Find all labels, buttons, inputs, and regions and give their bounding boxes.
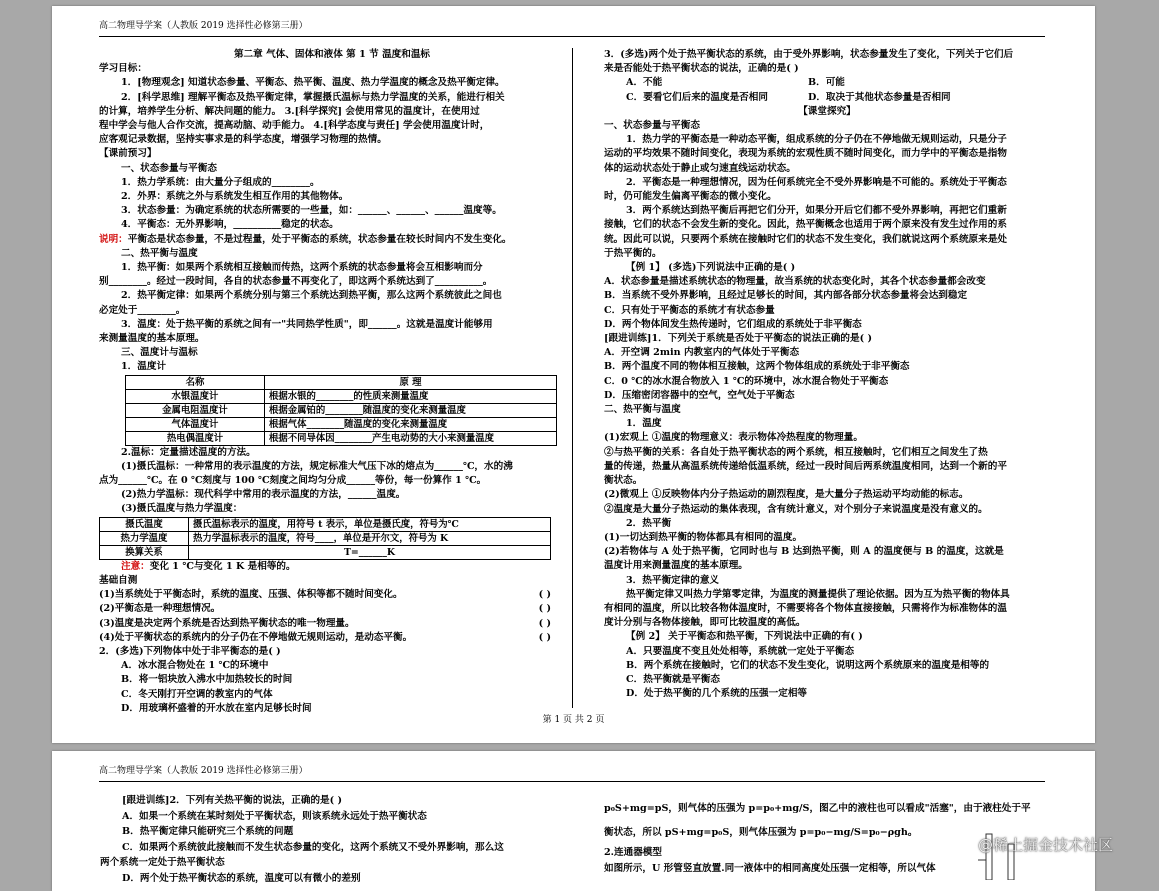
goals-heading: 学习目标：: [99, 63, 147, 75]
text-line: 1．温度: [626, 418, 662, 430]
table-header-cell: 名称: [126, 375, 265, 389]
text-line: 有相同的温度，所以比较各物体温度时，不需要将各个物体直接接触，只需将作为标准物体的温: [604, 602, 1007, 614]
answer-option: B．两个温度不同的物体相互接触，这两个物体组成的系统处于非平衡态: [604, 361, 910, 373]
page-header: 高二物理导学案（人教版 2019 选择性必修第三册）: [99, 762, 1045, 782]
answer-option-row: A．不能 B．可能: [626, 77, 845, 89]
page-number: 第 1 页 共 2 页: [542, 715, 605, 725]
table-row: [126, 431, 557, 445]
text-line: 衡状态，所以 pS+mg=p₀S，则气体压强为 p=p₀−mg/S=p₀−ρgh。: [604, 827, 918, 838]
preview-heading: 【课前预习】: [99, 148, 157, 160]
text-line: 接触，它们的状态不会发生新的变化。因此，热平衡概念也适用于两个原来没有发生过作用的系: [604, 219, 1007, 231]
left-column: [100, 793, 572, 886]
answer-option: D．用玻璃杯盛着的开水放在室内足够长时间: [121, 702, 312, 714]
answer-option: C．如果两个系统彼此接触而不发生状态参量的变化，这两个系统又不受外界影响，那么这: [122, 841, 504, 853]
example-question: 【例 1】 (多选)下列说法中正确的是( ): [626, 262, 796, 274]
answer-option: D．两个处于热平衡状态的系统，温度可以有微小的差别: [122, 872, 361, 884]
text-line: 2．热平衡定律：如果两个系统分别与第三个系统达到热平衡，那么这两个系统彼此之间也: [121, 290, 502, 302]
answer-option: B．热平衡定律只能研究三个系统的问题: [122, 826, 294, 837]
answer-option: A．只要温度不变且处处相等，系统就一定处于平衡态: [626, 645, 855, 657]
table-cell: 换算关系: [100, 545, 189, 559]
note-label: 注意：: [121, 560, 150, 572]
table-cell: 水银温度计: [126, 389, 265, 403]
table-row: [126, 403, 557, 417]
answer-option-row: C．要看它们后来的温度是否相同 D．取决于其他状态参量是否相同: [626, 91, 951, 103]
page-header: 高二物理导学案（人教版 2019 选择性必修第三册）: [99, 17, 1045, 37]
text-line: 温度计用来测量温度的基本原理。: [604, 560, 748, 572]
answer-option: A．如果一个系统在某时刻处于平衡状态，则该系统永远处于热平衡状态: [122, 810, 427, 822]
table-cell: 摄氏温标表示的温度，用符号 t 表示，单位是摄氏度，符号为℃: [189, 517, 551, 531]
note-line: [99, 233, 565, 247]
table-cell: 金属电阻温度计: [126, 403, 265, 417]
text-line: 2．平衡态是一种理想情况，因为任何系统完全不受外界影响是不可能的。系统处于平衡态: [626, 176, 1007, 188]
self-test-item: (1)当系统处于平衡态时，系统的温度、压强、体积等都不随时间变化。 ( ): [99, 589, 551, 601]
section-heading: 一、状态参量与平衡态: [604, 120, 700, 132]
table-header-cell: 原 理: [265, 375, 557, 389]
text-line: (1)一切达到热平衡的物体都具有相同的温度。: [604, 531, 803, 543]
document-page-2: [52, 751, 1095, 891]
table-row: [100, 531, 551, 545]
self-test-item: (2)平衡态是一种理想情况。 ( ): [99, 603, 551, 615]
text-line: (2)热力学温标：现代科学中常用的表示温度的方法，______温度。: [121, 489, 406, 501]
right-column: [604, 48, 1050, 701]
document-page-1: [52, 6, 1095, 743]
text-line: 时，仍可能发生偏离平衡态的微小变化。: [604, 191, 777, 203]
goal-line: 应客观记录数据，坚持实事求是的科学态度，增强学习物理的热情。: [99, 134, 387, 146]
table-row: [126, 389, 557, 403]
table-cell: 根据金属铂的________随温度的变化来测量温度: [265, 403, 557, 417]
section-heading: 三、温度计与温标: [121, 347, 198, 359]
table-cell: T=______K: [189, 545, 551, 559]
text-line: 1．热力学的平衡态是一种动态平衡，组成系统的分子仍在不停地做无规则运动，只是分子: [626, 134, 1007, 146]
goal-line: 程中学会与他人合作交流，提高动脑、动手能力。 4.[科学态度与责任] 学会使用温度计时，: [99, 120, 490, 132]
text-line: 运动的平均效果不随时间变化，表现为系统的宏观性质不随时间变化，而力学中的平衡态是指物: [604, 148, 1007, 160]
answer-option: B．当系统不受外界影响，且经过足够长的时间，其内部各部分状态参量将会达到稳定: [604, 290, 968, 302]
text-line: 必定处于________。: [99, 304, 186, 316]
table-row: [100, 545, 551, 559]
text-line: (1)宏观上 ①温度的物理意义：表示物体冷热程度的物理量。: [604, 432, 863, 444]
section-heading: 二、热平衡与温度: [121, 247, 198, 259]
text-line: 1．热平衡：如果两个系统相互接触而传热，这两个系统的状态参量将会互相影响而分: [121, 262, 483, 274]
answer-option: A．开空调 2min 内教室内的气体处于平衡态: [604, 347, 800, 359]
answer-option: B．两个系统在接触时，它们的状态不发生变化，说明这两个系统原来的温度是相等的: [626, 659, 990, 671]
section-heading: 一、状态参量与平衡态: [121, 162, 217, 174]
text-line: 体的运动状态处于静止或匀速直线运动状态。: [604, 162, 796, 174]
note-text: 平衡态是状态参量，不是过程量，处于平衡态的系统，状态参量在较长时间内不发生变化。: [127, 233, 512, 245]
text-line: (3)摄氏温度与热力学温度：: [121, 503, 243, 515]
text-line: (2)若物体与 A 处于热平衡，它同时也与 B 达到热平衡，则 A 的温度便与 B 的温度，这就是: [604, 546, 1004, 558]
goal-line: 1．[物理观念] 知道状态参量、平衡态、热平衡、温度、热力学温度的概念及热平衡定律。: [121, 77, 505, 89]
answer-option: D．压缩密闭容器中的空气，空气处于平衡态: [604, 389, 795, 401]
text-line: 3．温度：处于热平衡的系统之间有一"共同热学性质"，即______。这就是温度计能够用: [121, 318, 493, 330]
note-text: 变化 1 ℃与变化 1 K 是相等的。: [149, 560, 296, 572]
text-line: 1．热力学系统：由大量分子组成的________。: [121, 176, 320, 188]
answer-option: C．热平衡就是平衡态: [626, 673, 720, 685]
sub-heading: 2.连通器模型: [604, 847, 662, 858]
table-header-row: [126, 375, 557, 389]
question-line: 3．(多选)两个处于热平衡状态的系统，由于受外界影响，状态参量发生了变化，下列关于它们后: [604, 49, 1014, 60]
watermark: @稀土掘金技术社区: [978, 836, 1114, 854]
table-cell: 热电偶温度计: [126, 431, 265, 445]
table-cell: 根据水银的________的性质来测量温度: [265, 389, 557, 403]
answer-option: 两个系统一定处于热平衡状态: [100, 857, 225, 868]
table-cell: 热力学温标表示的温度，符号____，单位是开尔文，符号为 K: [189, 531, 551, 545]
class-heading: 【课堂探究】: [798, 105, 856, 117]
text-line: 2．外界：系统之外与系统发生相互作用的其他物体。: [121, 191, 349, 203]
text-line: p₀S+mg=pS，则气体的压强为 p=p₀+mg/S，图乙中的液柱也可以看成"活塞"，由于液柱处于平: [604, 803, 1031, 814]
text-line: 如图所示，U 形管竖直放置.同一液体中的相同高度处压强一定相等，所以气体: [604, 863, 936, 874]
answer-option: D．两个物体间发生热传递时，它们组成的系统处于非平衡态: [604, 318, 862, 330]
example-question: 【例 2】 关于平衡态和热平衡，下列说法中正确的有( ): [626, 631, 863, 643]
answer-option: C．0 ℃的冰水混合物放入 1 ℃的环境中，冰水混合物处于平衡态: [604, 375, 889, 387]
question-line: 来是否能处于热平衡状态的说法，正确的是( ): [604, 63, 799, 75]
table-cell: 根据不同导体因________产生电动势的大小来测量温度: [265, 431, 557, 445]
followup-question: [跟进训练]1．下列关于系统是否处于平衡态的说法正确的是( ): [604, 333, 873, 345]
section-heading: 二、热平衡与温度: [604, 404, 681, 416]
text-line: 3．状态参量：为确定系统的状态所需要的一些量，如：______、______、______温度等。: [121, 205, 502, 217]
table-cell: 摄氏温度: [100, 517, 189, 531]
sub-heading: 1．温度计: [121, 361, 167, 373]
page-title: 第二章 气体、固体和液体 第 1 节 温度和温标: [233, 49, 431, 60]
self-test-item: (3)温度是决定两个系统是否达到热平衡状态的唯一物理量。 ( ): [99, 617, 551, 629]
thermometer-table: [125, 375, 557, 446]
left-column: [99, 48, 565, 716]
text-line: 点为______℃。在 0 ℃刻度与 100 ℃刻度之间均匀分成______等份，每一份算作 1 ℃。: [99, 475, 487, 487]
answer-option: C．冬天刚打开空调的教室内的气体: [121, 688, 273, 700]
text-line: 来测量温度的基本原理。: [99, 333, 205, 345]
self-test-heading: 基础自测: [99, 574, 138, 586]
answer-option: C．只有处于平衡态的系统才有状态参量: [604, 304, 775, 316]
text-line: 4．平衡态：无外界影响，__________稳定的状态。: [121, 219, 339, 231]
answer-option: D．处于热平衡的几个系统的压强一定相等: [626, 688, 808, 700]
text-line: 量的传递，热量从高温系统传递给低温系统，经过一段时间后两系统温度相同，达到一个新的平: [604, 460, 1007, 472]
text-line: 别________。经过一段时间，各自的状态参量不再变化了，即这两个系统达到了__________。: [99, 276, 493, 288]
answer-option: A．状态参量是描述系统状态的物理量，故当系统的状态变化时，其各个状态参量都会改变: [604, 276, 986, 288]
text-line: 3．两个系统达到热平衡后再把它们分开，如果分开后它们都不受外界影响，再把它们重新: [626, 205, 1007, 217]
text-line: 3．热平衡定律的意义: [626, 574, 720, 586]
text-line: 热平衡定律又叫热力学第零定律，为温度的测量提供了理论依据。因为互为热平衡的物体具: [626, 588, 1010, 600]
text-line: 衡状态。: [604, 475, 643, 487]
text-line: (1)摄氏温标：一种常用的表示温度的方法，规定标准大气压下冰的熔点为______℃，水的沸: [121, 460, 513, 472]
text-line: 于热平衡的。: [604, 247, 662, 259]
note-line: [99, 560, 565, 574]
table-row: [126, 417, 557, 431]
text-line: 统。因此可以说，只要两个系统在接触时它们的状态不发生变化，我们就说这两个系统原来是处: [604, 233, 1007, 245]
temperature-table: [99, 517, 551, 560]
text-line: ②与热平衡的关系：各自处于热平衡状态的两个系统，相互接触时，它们相互之间发生了热: [604, 446, 988, 458]
table-cell: 气体温度计: [126, 417, 265, 431]
note-label: 说明：: [99, 233, 128, 245]
column-divider: [572, 48, 573, 708]
answer-option: B．将一铝块放入沸水中加热较长的时间: [121, 674, 293, 686]
table-cell: 热力学温度: [100, 531, 189, 545]
followup-question: [跟进训练]2．下列有关热平衡的说法，正确的是( ): [122, 795, 343, 806]
question-line: 2．(多选)下列物体中处于非平衡态的是( ): [99, 645, 281, 657]
text-line: 度计分别与各物体接触，即可比较温度的高低。: [604, 617, 806, 629]
text-line: 2．热平衡: [626, 517, 672, 529]
text-line: 2.温标：定量描述温度的方法。: [121, 446, 256, 458]
goal-line: 2．[科学思维] 理解平衡态及热平衡定律，掌握摄氏温标与热力学温度的关系，能进行相关: [121, 91, 505, 103]
goal-line: 的计算，培养学生分析、解决问题的能力。 3.[科学探究] 会使用常见的温度计，在使用过: [99, 105, 480, 117]
table-row: [100, 517, 551, 531]
text-line: (2)微观上 ①反映物体内分子热运动的剧烈程度，是大量分子热运动平均动能的标志。: [604, 489, 969, 501]
answer-option: A．冰水混合物处在 1 ℃的环境中: [121, 660, 269, 672]
text-line: ②温度是大量分子热运动的集体表现，含有统计意义，对个别分子来说温度是没有意义的。: [604, 503, 988, 515]
self-test-item: (4)处于平衡状态的系统内的分子仍在不停地做无规则运动，是动态平衡。 ( ): [99, 631, 551, 643]
table-cell: 根据气体________随温度的变化来测量温度: [265, 417, 557, 431]
